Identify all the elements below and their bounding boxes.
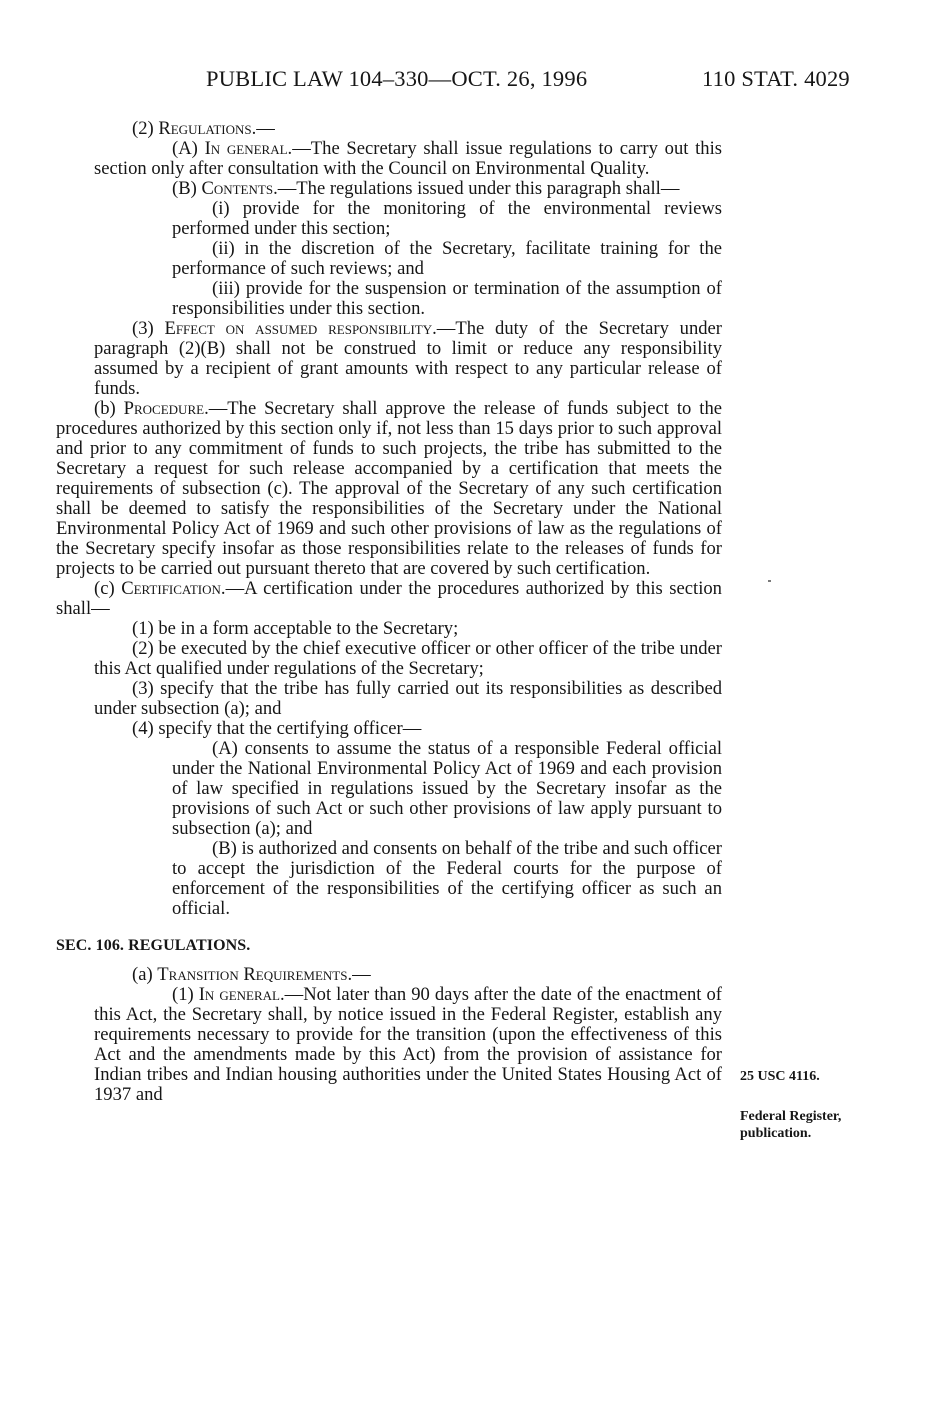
page-header xyxy=(0,66,948,100)
clause-ii: (ii) in the discretion of the Secretary, facilitate training for the performance of such reviews; and xyxy=(172,238,722,279)
section-heading: SEC. 106. REGULATIONS. xyxy=(56,937,251,954)
paragraph-3-effect: (3) Effect on assumed responsibility.—The duty of the Secretary under paragraph (2)(B) shall not be construed to limit or reduce any responsibility assumed by a recipient of grant amounts with respect to any particular release of funds. xyxy=(94,318,722,399)
clause-i: (i) provide for the monitoring of the environmental reviews performed under this section; xyxy=(172,198,722,239)
usc-citation-note: 25 USC 4116. xyxy=(740,1069,820,1084)
item-c4b: (B) is authorized and consents on behalf of the tribe and such officer to accept the jurisdiction of the Federal courts for the purpose of enforcement of the responsibilities of the certifying officer as such an official. xyxy=(172,838,722,919)
law-title: PUBLIC LAW 104–330—OCT. 26, 1996 xyxy=(206,66,588,91)
item-c3: (3) specify that the tribe has fully carried out its responsibilities as described under subsection (a); and xyxy=(94,678,722,719)
item-c4: (4) specify that the certifying officer— xyxy=(132,718,422,739)
subsection-c-certification: (c) Certification.—A certification under the procedures authorized by this section shall— xyxy=(56,578,722,619)
scan-speck xyxy=(768,580,771,582)
page-body xyxy=(56,118,723,1105)
item-c2: (2) be executed by the chief executive officer or other officer of the tribe under this Act qualified under regulations of the Secretary; xyxy=(94,638,722,679)
paragraph-2-regulations: (2) Regulations.— xyxy=(132,118,275,139)
clause-iii: (iii) provide for the suspension or termination of the assumption of responsibilities under this section. xyxy=(172,278,722,319)
item-c1: (1) be in a form acceptable to the Secretary; xyxy=(132,618,459,639)
item-c4a: (A) consents to assume the status of a responsible Federal official under the National Environmental Policy Act of 1969 and each provision of law specified in regulations issued by the Secretary insofar as the provisions of such Act or such other provisions of law apply pursuant to subsection (a); and xyxy=(172,738,722,839)
section-106-a: (a) Transition Requirements.— xyxy=(132,964,371,985)
statute-page-number: 110 STAT. 4029 xyxy=(702,66,850,91)
subsection-b-procedure: (b) Procedure.—The Secretary shall approve the release of funds subject to the procedures authorized by this section only if, not less than 15 days prior to such approval and prior to any commitment of funds to such projects, the tribe has submitted to the Secretary a request for such release accompanied by a certification that meets the requirements of subsection (c). The approval of the Secretary of any such certification shall be deemed to satisfy the responsibilities of the Secretary under the National Environmental Policy Act of 1969 and such other provisions of law as the regulations of the Secretary specify insofar as those responsibilities relate to the releases of funds for projects to be carried out pursuant thereto that are covered by such certification. xyxy=(56,398,722,579)
paragraph-2b-contents: (B) Contents.—The regulations issued under this paragraph shall— xyxy=(172,178,680,199)
federal-register-note-line1: Federal Register, xyxy=(740,1109,842,1124)
federal-register-note-line2: publication. xyxy=(740,1126,812,1141)
paragraph-2a-in-general: (A) In general.—The Secretary shall issue regulations to carry out this section only after consultation with the Council on Environmental Quality. xyxy=(94,138,723,179)
federal-register-note xyxy=(740,1108,940,1142)
section-106-a1: (1) In general.—Not later than 90 days after the date of the enactment of this Act, the Secretary shall, by notice issued in the Federal Register, establish any requirements necessary to provide for the transition (upon the effectiveness of this Act and the amendments made by this Act) from the provision of assistance for Indian tribes and Indian housing authorities under the United States Housing Act of 1937 and xyxy=(94,984,722,1105)
